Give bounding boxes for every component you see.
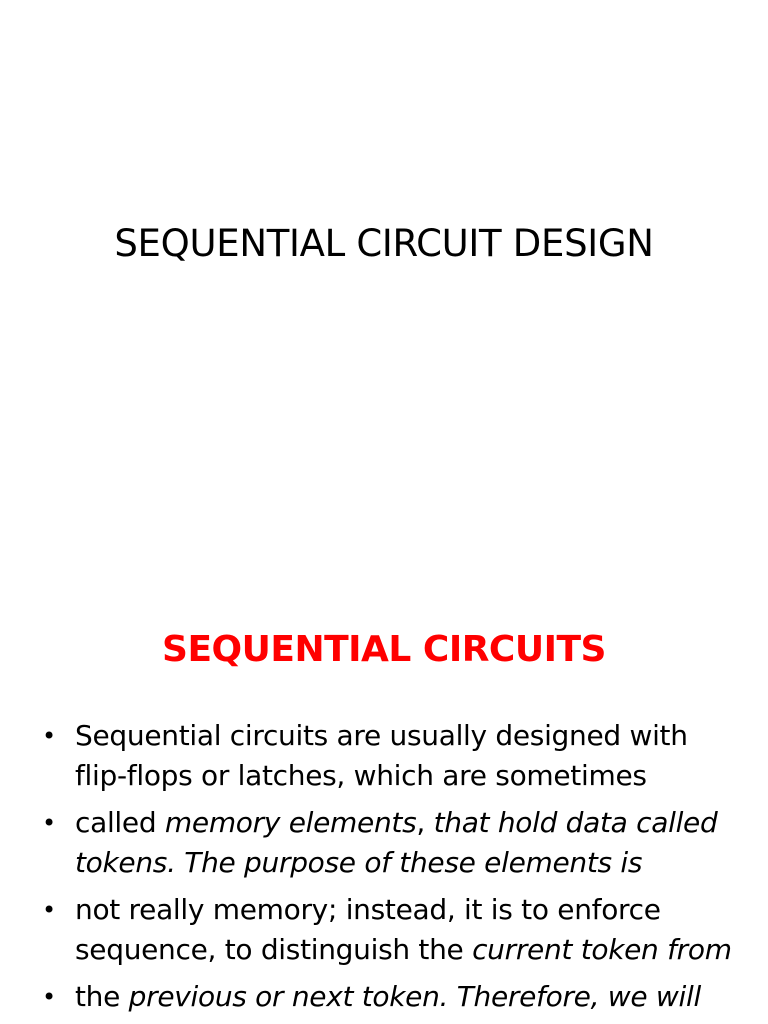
text-run: sequence, to distinguish the: [75, 933, 473, 966]
italic-text: tokens. The purpose of these elements is: [75, 846, 643, 879]
bullet-dot-icon: •: [42, 896, 56, 924]
italic-text: current token from: [472, 933, 732, 966]
bullet-dot-icon: •: [42, 809, 56, 837]
bullet-text: [75, 977, 742, 1017]
bullet-dot-icon: •: [42, 722, 56, 750]
bullet-line: [75, 803, 742, 843]
italic-text: that hold data called: [433, 806, 718, 839]
bullet-list: [42, 716, 742, 1024]
bullet-item: [42, 803, 742, 883]
bullet-text: [75, 890, 742, 970]
bullet-line: [75, 843, 742, 883]
bullet-line: Sequential circuits are usually designed with: [75, 719, 688, 752]
bullet-text: [75, 803, 742, 883]
slide-title: SEQUENTIAL CIRCUIT DESIGN: [114, 222, 654, 265]
bullet-line: flip-flops or latches, which are sometimes: [75, 759, 647, 792]
bullet-text: [75, 716, 742, 796]
section-heading: SEQUENTIAL CIRCUITS: [162, 629, 606, 670]
bullet-item: [42, 716, 742, 796]
bullet-item: [42, 977, 742, 1017]
text-run: ,: [416, 806, 434, 839]
italic-term: memory elements: [164, 806, 417, 839]
text-run: the: [75, 980, 129, 1013]
bullet-line: [75, 977, 742, 1017]
bullet-line: not really memory; instead, it is to enforce: [75, 893, 661, 926]
bullet-item: [42, 890, 742, 970]
bullet-line: [75, 930, 742, 970]
italic-text: previous or next token. Therefore, we will: [128, 980, 701, 1013]
bullet-dot-icon: •: [42, 983, 56, 1011]
text-run: called: [75, 806, 165, 839]
